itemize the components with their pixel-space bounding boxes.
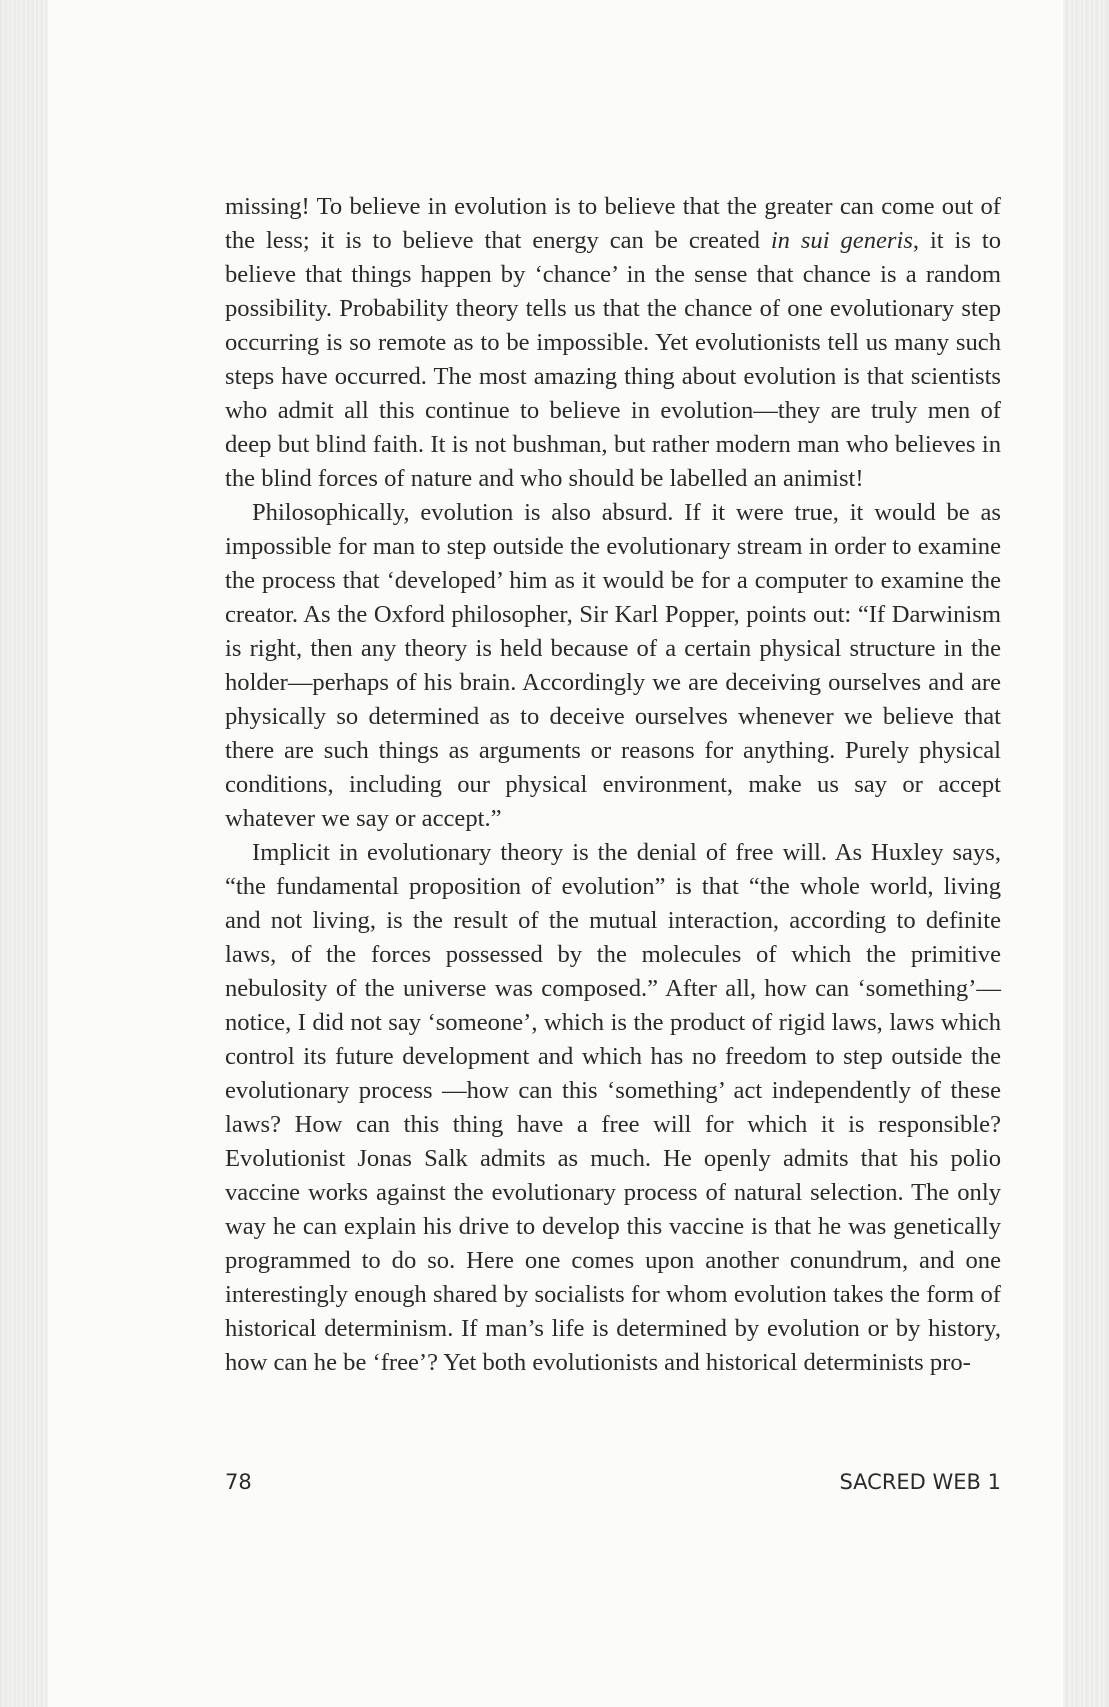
paragraph-1: missing! To believe in evolution is to believe that the greater can come out of the less; it is to believe that energy can be created in sui generis, it is to believe that things happen by ‘chance’ in the sense that chance is a random possibility. Probability theory tells us that the chance of one evolutionary step occurring is so remote as to be impossible. Yet evolutionists tell us many such steps have occurred. The most amazing thing about evolution is that scientists who admit all this continue to believe in evolution—they are truly men of deep but blind faith. It is not bushman, but rather modern man who believes in the blind forces of nature and who should be labelled an animist! xyxy=(225,193,1002,492)
paragraph-3: Implicit in evolutionary theory is the denial of free will. As Huxley says, “the fundamental proposition of evolution” is that “the whole world, living and not living, is the result of the mutual interaction, according to definite laws, of the forces possessed by the molecules of which the primitive nebulosity of the universe was composed.” After all, how can ‘something’—notice, I did not say ‘someone’, which is the product of rigid laws, laws which control its future development and which has no freedom to step outside the evolutionary process —how can this ‘something’ act independently of these laws? How can this thing have a free will for which it is responsible? Evolutionist Jonas Salk admits as much. He openly admits that his polio vaccine works against the evolutionary process of natural selection. The only way he can explain his drive to develop this vaccine is that he was genetically programmed to do so. Here one comes upon another conundrum, and one interestingly enough shared by socialists for whom evolution takes the form of historical determinism. If man’s life is determined by evolution or by history, how can he be ‘free’? Yet both evolutionists and historical determinists pro- xyxy=(225,839,1001,1376)
page-number: 78 xyxy=(225,1470,252,1494)
page-edge-left xyxy=(0,0,48,1707)
page-footer xyxy=(225,1470,1001,1494)
paragraph-2: Philosophically, evolution is also absurd. If it were true, it would be as impossible for man to step outside the evolutionary stream in order to examine the process that ‘developed’ him as it would be for a computer to examine the creator. As the Oxford philosopher, Sir Karl Popper, points out: “If Darwinism is right, then any theory is held because of a certain physical structure in the holder—perhaps of his brain. Accordingly we are deceiving ourselves and are physically so determined as to deceive ourselves whenever we believe that there are such things as arguments or reasons for anything. Purely physical conditions, including our physical environment, make us say or accept whatever we say or accept.” xyxy=(225,499,1001,832)
page-edge-right xyxy=(1063,0,1109,1707)
body-text xyxy=(225,190,1001,1380)
running-title: SACRED WEB 1 xyxy=(839,1470,1001,1494)
italic-phrase: in sui generis xyxy=(770,227,913,254)
